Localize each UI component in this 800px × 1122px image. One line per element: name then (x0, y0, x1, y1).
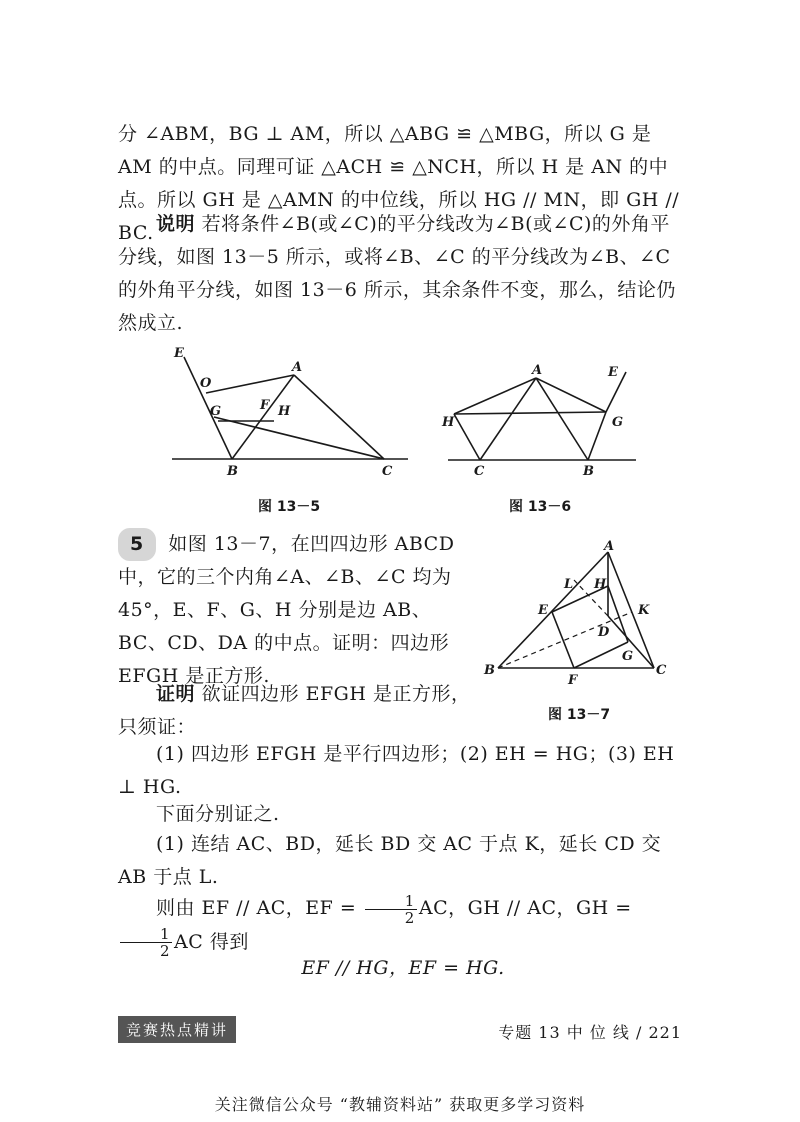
eq-mid: AC，GH // AC，GH = (418, 897, 632, 919)
line-AB (498, 552, 608, 668)
proof-text: 欲证四边形 EFGH 是正方形，只须证： (118, 683, 471, 738)
label-B: B (484, 663, 495, 678)
line-HG (454, 412, 606, 414)
label-H: H (278, 404, 291, 419)
proof-items: (1) 四边形 EFGH 是平行四边形；(2) EH = HG；(3) EH ⊥ HG. (118, 743, 675, 798)
watermark-text: 关注微信公众号 “教辅资料站” 获取更多学习资料 (214, 1095, 586, 1114)
label-D: D (598, 625, 610, 640)
label-H: H (442, 415, 455, 430)
label-K: K (638, 603, 650, 618)
problem-paragraph (118, 528, 478, 693)
eq-suffix: AC 得到 (174, 930, 249, 953)
label-A: A (292, 360, 303, 375)
note-paragraph (118, 208, 688, 340)
label-B: B (583, 464, 594, 479)
problem-text: 如图 13－7，在凹四边形 ABCD 中，它的三个内角∠A、∠B、∠C 均为 45°，E、F、G、H 分别是边 AB、BC、CD、DA 的中点。证明：四边形 EFGH 是正方形. (118, 533, 455, 687)
figure-13-5 (170, 345, 410, 485)
line-HC (454, 414, 480, 460)
label-C: C (656, 663, 667, 678)
line-EB (184, 357, 232, 459)
proof-paragraph (118, 678, 478, 744)
note-text: 若将条件∠B(或∠C)的平分线改为∠B(或∠C)的外角平分线，如图 13－5 所示，或将∠B、∠C 的平分线改为∠B、∠C 的外角平分线，如图 13－6 所示，其余条件不变，那么，结论仍然成立. (118, 213, 676, 334)
label-E: E (174, 346, 184, 361)
fraction-one-half: $\frac{1}{2}$ (365, 893, 417, 926)
label-G: G (622, 649, 634, 664)
proof-label: 证明 (156, 683, 196, 705)
problem-number-badge: 5 (118, 528, 156, 561)
line-CG (214, 417, 384, 459)
label-G: G (210, 404, 222, 419)
label-G: G (612, 415, 624, 430)
figure-13-7 (482, 540, 672, 690)
line-FG (574, 642, 628, 668)
centered-equation: EF // HG，EF = HG. (301, 957, 505, 979)
label-C: C (474, 464, 485, 479)
label-C: C (382, 464, 393, 479)
label-H: H (594, 577, 607, 592)
footer-series-label: 竞赛热点精讲 (118, 1016, 236, 1043)
line-GB (588, 412, 606, 460)
eq-prefix: 则由 EF // AC，EF = (156, 897, 357, 919)
note-label: 说明 (156, 213, 196, 235)
label-L: L (564, 577, 574, 592)
label-E: E (538, 603, 548, 618)
proof-next: 下面分别证之. (156, 803, 280, 825)
equation-line (118, 892, 688, 959)
label-F: F (568, 673, 578, 688)
line-AC (294, 375, 384, 459)
footer-page-info: 专题 13 中 位 线 / 221 (498, 1023, 682, 1042)
caption-fig-13-6: 图 13－6 (509, 499, 572, 515)
label-F: F (260, 398, 270, 413)
fraction-one-half-2: $\frac{1}{2}$ (120, 926, 172, 959)
paragraph-continuation: 分 ∠ABM，BG ⊥ AM，所以 △ABG ≌ △MBG，所以 G 是 AM 的中点。同理可证 △ACH ≌ △NCH，所以 H 是 AN 的中点。所以 GH 是 △AMN 的中位线，所以 HG // MN，即 GH // BC. (118, 123, 680, 244)
label-A: A (604, 540, 615, 554)
caption-fig-13-7: 图 13－7 (548, 707, 611, 723)
line-EF (552, 612, 574, 668)
proof-step1: (1) 连结 AC、BD，延长 BD 交 AC 于点 K，延长 CD 交 AB 于点 L. (118, 833, 662, 888)
label-E: E (608, 365, 618, 380)
figure-13-6 (440, 362, 640, 482)
line-AO (206, 375, 294, 393)
label-A: A (532, 363, 543, 378)
caption-fig-13-5: 图 13－5 (258, 499, 321, 515)
label-O: O (200, 376, 212, 391)
label-B: B (227, 464, 238, 479)
